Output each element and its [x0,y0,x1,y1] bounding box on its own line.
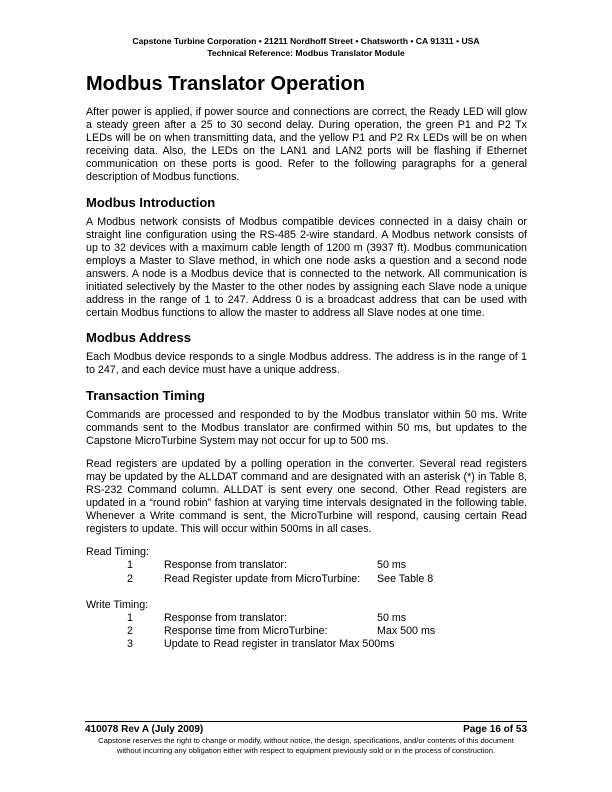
page-footer [85,721,527,756]
write-timing-row-3 [86,638,527,651]
timing-row-description: Update to Read register in translator Max 500ms [164,637,395,650]
page-title: Modbus Translator Operation [86,73,365,95]
timing-row-description: Read Register update from MicroTurbine: [164,572,361,585]
timing-row-description: Response from translator: [164,559,287,572]
footer-page-number: Page 16 of 53 [463,724,527,735]
header-address-line: Capstone Turbine Corporation • 21211 Nordhoff Street • Chatsworth • CA 91311 • USA [132,36,480,46]
modbus-introduction-paragraph: A Modbus network consists of Modbus compatible devices connected in a daisy chain or straight line configuration using the RS-485 2-wire standard. A Modbus network consists of up to 32 devices with a maximum cable length of 1200 m (3937 ft). Modbus communication employs a Master to Slave method, in which one node asks a question and a second node answers. A node is a Modbus device that is connected to the network. All communication is initiated selectively by the Master to the other nodes by assigning each Slave node a unique address in the range of 1 to 247. Address 0 is a broadcast address that can be used with certain Modbus functions to allow the master to address all Slave nodes at one time. [86,215,527,320]
footer-disclaimer [85,736,527,756]
timing-row-value: See Table 8 [377,572,434,585]
footer-disclaimer-line-2: without incurring any obligation either with respect to equipment previously sold or in the process of construction. [116,745,496,755]
write-timing-label: Write Timing: [86,598,149,611]
timing-row-value: Max 500 ms [377,624,436,637]
timing-row-description: Response time from MicroTurbine: [164,624,328,637]
section-heading-transaction-timing: Transaction Timing [86,387,205,403]
timing-row-number: 1 [127,559,133,572]
timing-row-number: 2 [127,572,133,585]
footer-info-row [85,722,527,736]
write-timing-row-2 [86,625,527,638]
page-header [0,36,612,59]
section-heading-modbus-address: Modbus Address [86,330,191,346]
section-heading-modbus-introduction: Modbus Introduction [86,194,216,210]
header-doc-line: Technical Reference: Modbus Translator Module [207,47,405,58]
footer-doc-ref: 410078 Rev A (July 2009) [85,724,204,735]
page-content [86,73,527,651]
modbus-address-paragraph: Each Modbus device responds to a single Modbus address. The address is in the range of 1 to 247, and each device must have a unique address. [86,351,527,377]
timing-row-number: 1 [127,611,133,624]
write-timing-row-1 [86,612,527,625]
transaction-timing-paragraph-2: Read registers are updated by a polling operation in the converter. Several read registers may be updated by the ALLDAT command and are designated with an asterisk (*) in Table 8, RS-232 Command column. ALLDAT is sent every one second. Other Read registers are updated in a “round robin” fashion at varying time intervals designated in the following table. Whenever a Write command is sent, the MicroTurbine will respond, causing certain Read registers to update. This will occur within 500ms in all cases. [86,457,527,536]
write-timing-block [86,599,527,651]
read-timing-row-2 [86,573,527,586]
transaction-timing-paragraph-1: Commands are processed and responded to by the Modbus translator within 50 ms. Write commands sent to the Modbus translator are confirmed within 50 ms, but updates to the Capstone MicroTurbine System may not occur for up to 500 ms. [86,408,527,447]
intro-paragraph: After power is applied, if power source and connections are correct, the Ready LED will glow a steady green after a 25 to 30 second delay. During operation, the green P1 and P2 Tx LEDs will be on when transmitting data, and the yellow P1 and P2 Rx LEDs will be on when receiving data. Also, the LEDs on the LAN1 and LAN2 ports will be flashing if Ethernet communication on these ports is good. Refer to the following paragraphs for a general description of Modbus functions. [86,106,527,184]
footer-disclaimer-line-1: Capstone reserves the right to change or modify, without notice, the design, specifications, and/or contents of this document [98,736,514,745]
read-timing-row-1 [86,559,527,572]
timing-row-number: 3 [127,637,133,650]
read-timing-label: Read Timing: [86,546,149,559]
timing-row-value: 50 ms [377,611,407,624]
read-timing-block [86,546,527,585]
timing-row-value: 50 ms [377,559,407,572]
timing-row-number: 2 [127,624,133,637]
timing-row-description: Response from translator: [164,611,287,624]
